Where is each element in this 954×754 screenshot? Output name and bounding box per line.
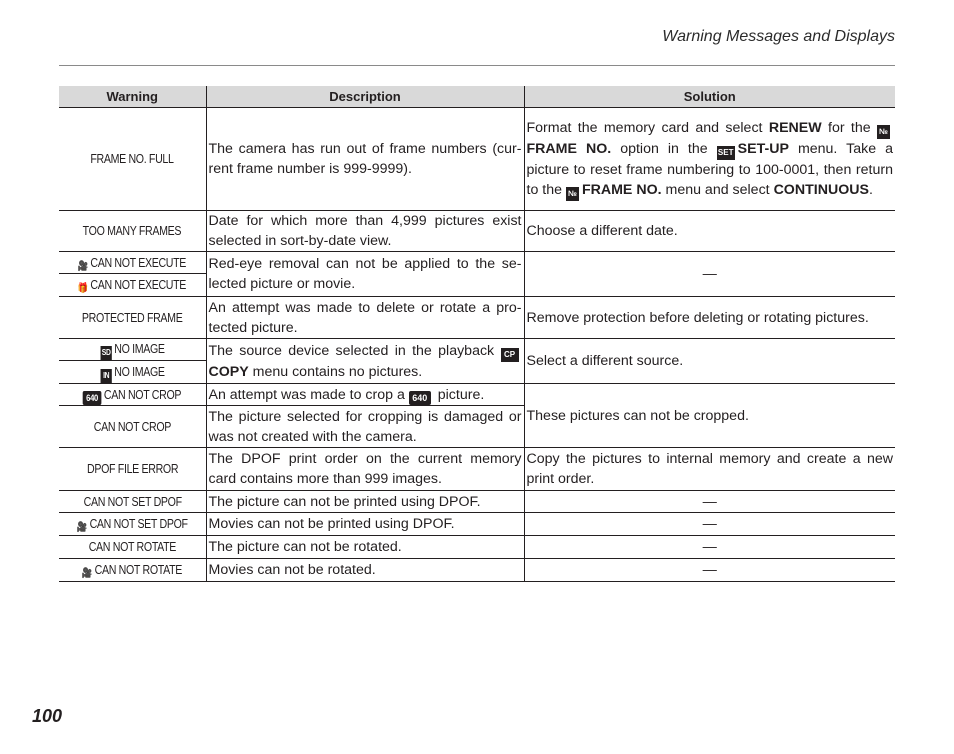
warning-cell: FRAME NO. FULL — [59, 108, 206, 211]
solution-cell: — — [524, 513, 895, 536]
table-row — [59, 252, 895, 274]
description-cell: The DPOF print order on the current memory card contains more than 999 images. — [206, 448, 524, 491]
solution-cell: — — [524, 491, 895, 513]
warning-cell: CAN NOT ROTATE — [59, 536, 206, 559]
table-row — [59, 339, 895, 361]
description-cell: The camera has run out of frame numbers (current frame number is 999-9999). — [206, 108, 524, 211]
frame-no-icon: № — [566, 187, 579, 201]
warning-cell: 🎁 CAN NOT EXECUTE — [59, 274, 206, 297]
section-title: Warning Messages and Displays — [662, 28, 895, 45]
size-640-icon: 640 — [83, 391, 102, 405]
table-row — [59, 211, 895, 252]
solution-cell: Choose a different date. — [524, 211, 895, 252]
header-description: Description — [206, 86, 524, 108]
movie-icon: 🎥 — [78, 260, 89, 272]
setup-icon: SET — [717, 146, 735, 160]
table-row — [59, 384, 895, 406]
description-cell: An attempt was made to crop a 640 picture. — [206, 384, 524, 406]
gift-icon: 🎁 — [78, 283, 89, 294]
movie-icon: 🎥 — [82, 568, 93, 579]
warning-cell: IN NO IMAGE — [59, 361, 206, 384]
solution-cell: Format the memory card and select RENEW for the №FRAME NO. option in the SET SET-UP menu. Take a picture to reset frame numbering to 100-0001, then return to the № FRAME NO. menu and select CONTINUOUS. — [524, 108, 895, 211]
copy-icon: CP — [501, 348, 519, 362]
table-row — [59, 559, 895, 582]
table-header-row — [59, 86, 895, 108]
solution-cell: — — [524, 559, 895, 582]
table-row — [59, 491, 895, 513]
warning-table — [59, 86, 895, 582]
warning-cell: 🎥 CAN NOT ROTATE — [59, 559, 206, 582]
warning-cell: CAN NOT CROP — [59, 406, 206, 448]
warning-cell: SD NO IMAGE — [59, 339, 206, 361]
table-row — [59, 536, 895, 559]
table-row — [59, 108, 895, 211]
warning-cell: 640 CAN NOT CROP — [59, 384, 206, 406]
description-cell: The picture selected for cropping is damaged or was not created with the camera. — [206, 406, 524, 448]
size-640-icon: 640 — [409, 391, 431, 405]
table-row — [59, 297, 895, 339]
warning-cell: TOO MANY FRAMES — [59, 211, 206, 252]
solution-cell: These pictures can not be cropped. — [524, 384, 895, 448]
table-row — [59, 513, 895, 536]
description-cell: The picture can not be rotated. — [206, 536, 524, 559]
warning-cell: CAN NOT SET DPOF — [59, 491, 206, 513]
frame-no-icon: № — [877, 125, 890, 139]
header-warning: Warning — [59, 86, 206, 108]
solution-cell: — — [524, 536, 895, 559]
description-cell: Movies can not be rotated. — [206, 559, 524, 582]
solution-cell: Copy the pictures to internal memory and create a new print order. — [524, 448, 895, 491]
warning-cell: DPOF FILE ERROR — [59, 448, 206, 491]
solution-cell: Select a different source. — [524, 339, 895, 384]
page-number: 100 — [32, 706, 63, 726]
description-cell: The source device selected in the playback CPCOPY menu contains no pictures. — [206, 339, 524, 384]
movie-icon: 🎥 — [76, 522, 88, 533]
sd-icon: SD — [100, 346, 111, 360]
warning-cell: 🎥 CAN NOT EXECUTE — [59, 252, 206, 274]
table-row — [59, 448, 895, 491]
internal-memory-icon: IN — [100, 369, 111, 383]
description-cell: Date for which more than 4,999 pictures exist selected in sort-by-date view. — [206, 211, 524, 252]
warning-cell: PROTECTED FRAME — [59, 297, 206, 339]
description-cell: An attempt was made to delete or rotate a protected picture. — [206, 297, 524, 339]
header-rule — [59, 65, 895, 66]
solution-cell: — — [524, 252, 895, 297]
solution-cell: Remove protection before deleting or rotating pictures. — [524, 297, 895, 339]
description-cell: Movies can not be printed using DPOF. — [206, 513, 524, 536]
description-cell: Red-eye removal can not be applied to the selected picture or movie. — [206, 252, 524, 297]
warning-cell: 🎥 CAN NOT SET DPOF — [59, 513, 206, 536]
description-cell: The picture can not be printed using DPOF. — [206, 491, 524, 513]
header-solution: Solution — [524, 86, 895, 108]
